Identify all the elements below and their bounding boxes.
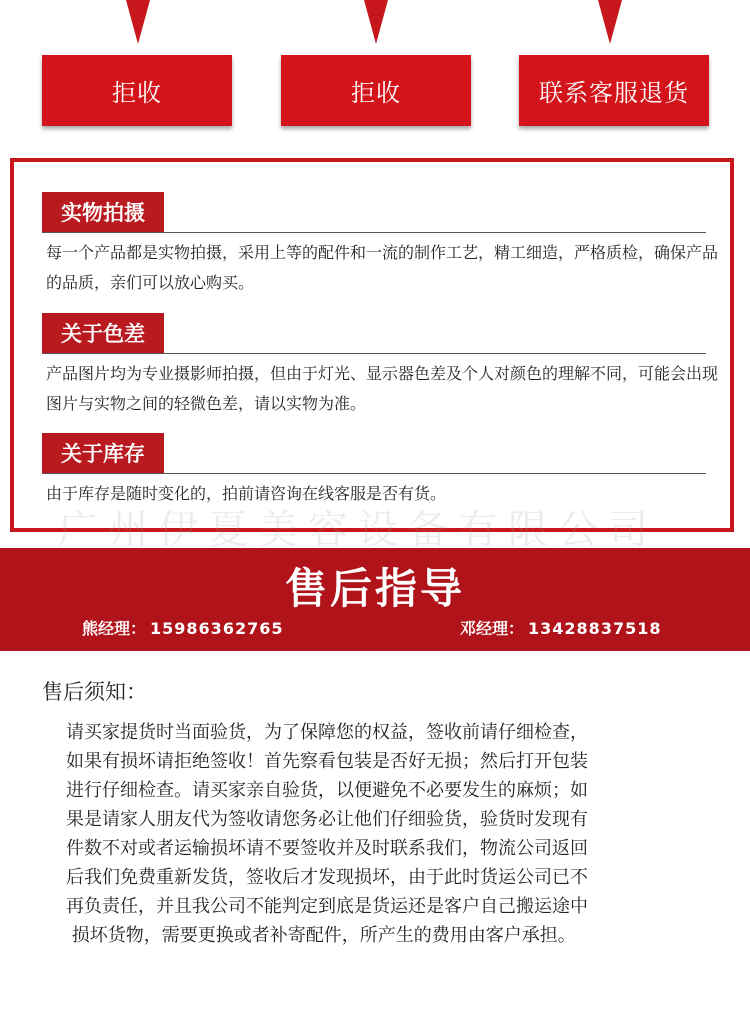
section-tag-real-photos xyxy=(42,192,164,232)
contact-service-label: 联系客服退货 xyxy=(539,79,689,107)
manager-label: 熊经理： xyxy=(82,619,147,638)
manager-phone: 15986362765 xyxy=(150,619,284,638)
manager-phone: 13428837518 xyxy=(528,619,662,638)
section-tag-color-difference xyxy=(42,313,164,353)
reject-button-2 xyxy=(281,55,471,126)
after-sales-title: 售后指导 xyxy=(284,564,465,613)
reject-label-1: 拒收 xyxy=(112,79,162,107)
section-divider xyxy=(42,473,706,474)
section-text-real-photos: 每一个产品都是实物拍摄，采用上等的配件和一流的制作工艺，精工细造，严格质检，确保产品的品质，亲们可以放心购买。 xyxy=(46,243,719,292)
reject-button-1 xyxy=(42,55,232,126)
manager-label: 邓经理： xyxy=(460,619,525,638)
notice-line: 请买家提货时当面验货，为了保障您的权益，签收前请仔细检查， xyxy=(66,722,588,743)
down-arrow-icon xyxy=(598,0,622,44)
notice-line: 如果有损坏请拒绝签收！首先察看包装是否好无损；然后打开包装 xyxy=(66,751,588,772)
section-divider xyxy=(42,353,706,354)
section-text-stock: 由于库存是随时变化的，拍前请咨询在线客服是否有货。 xyxy=(46,484,447,503)
notice-line: 件数不对或者运输损坏请不要签收并及时联系我们，物流公司返回 xyxy=(66,838,588,859)
down-arrow-icon xyxy=(126,0,150,44)
notice-title: 售后须知： xyxy=(42,680,147,704)
notice-line: 再负责任，并且我公司不能判定到底是货运还是客户自己搬运途中 xyxy=(66,896,588,917)
notice-body xyxy=(66,718,678,950)
company-watermark: 广州伊夏美容设备有限公司 xyxy=(58,507,658,553)
notice-line: 后我们免费重新发货，签收后才发现损坏，由于此时货运公司已不 xyxy=(66,867,588,888)
contact-service-return-button xyxy=(519,55,709,126)
section-divider xyxy=(42,232,706,233)
manager-xiong xyxy=(82,616,283,639)
section-title: 关于色差 xyxy=(61,322,145,346)
notice-line: 果是请家人朋友代为签收请您务必让他们仔细验货，验货时发现有 xyxy=(66,809,588,830)
down-arrow-icon xyxy=(364,0,388,44)
section-tag-stock xyxy=(42,433,164,473)
section-text-color-difference: 产品图片均为专业摄影师拍摄，但由于灯光、显示器色差及个人对颜色的理解不同，可能会出现图片与实物之间的轻微色差，请以实物为准。 xyxy=(46,364,719,413)
manager-deng xyxy=(460,616,661,639)
reject-label-2: 拒收 xyxy=(351,79,401,107)
section-title: 实物拍摄 xyxy=(61,201,145,225)
notice-line: 进行仔细检查。请买家亲自验货，以便避免不必要发生的麻烦；如 xyxy=(66,780,588,801)
notice-line: 损坏货物，需要更换或者补寄配件，所产生的费用由客户承担。 xyxy=(66,925,576,946)
section-title: 关于库存 xyxy=(61,442,145,466)
